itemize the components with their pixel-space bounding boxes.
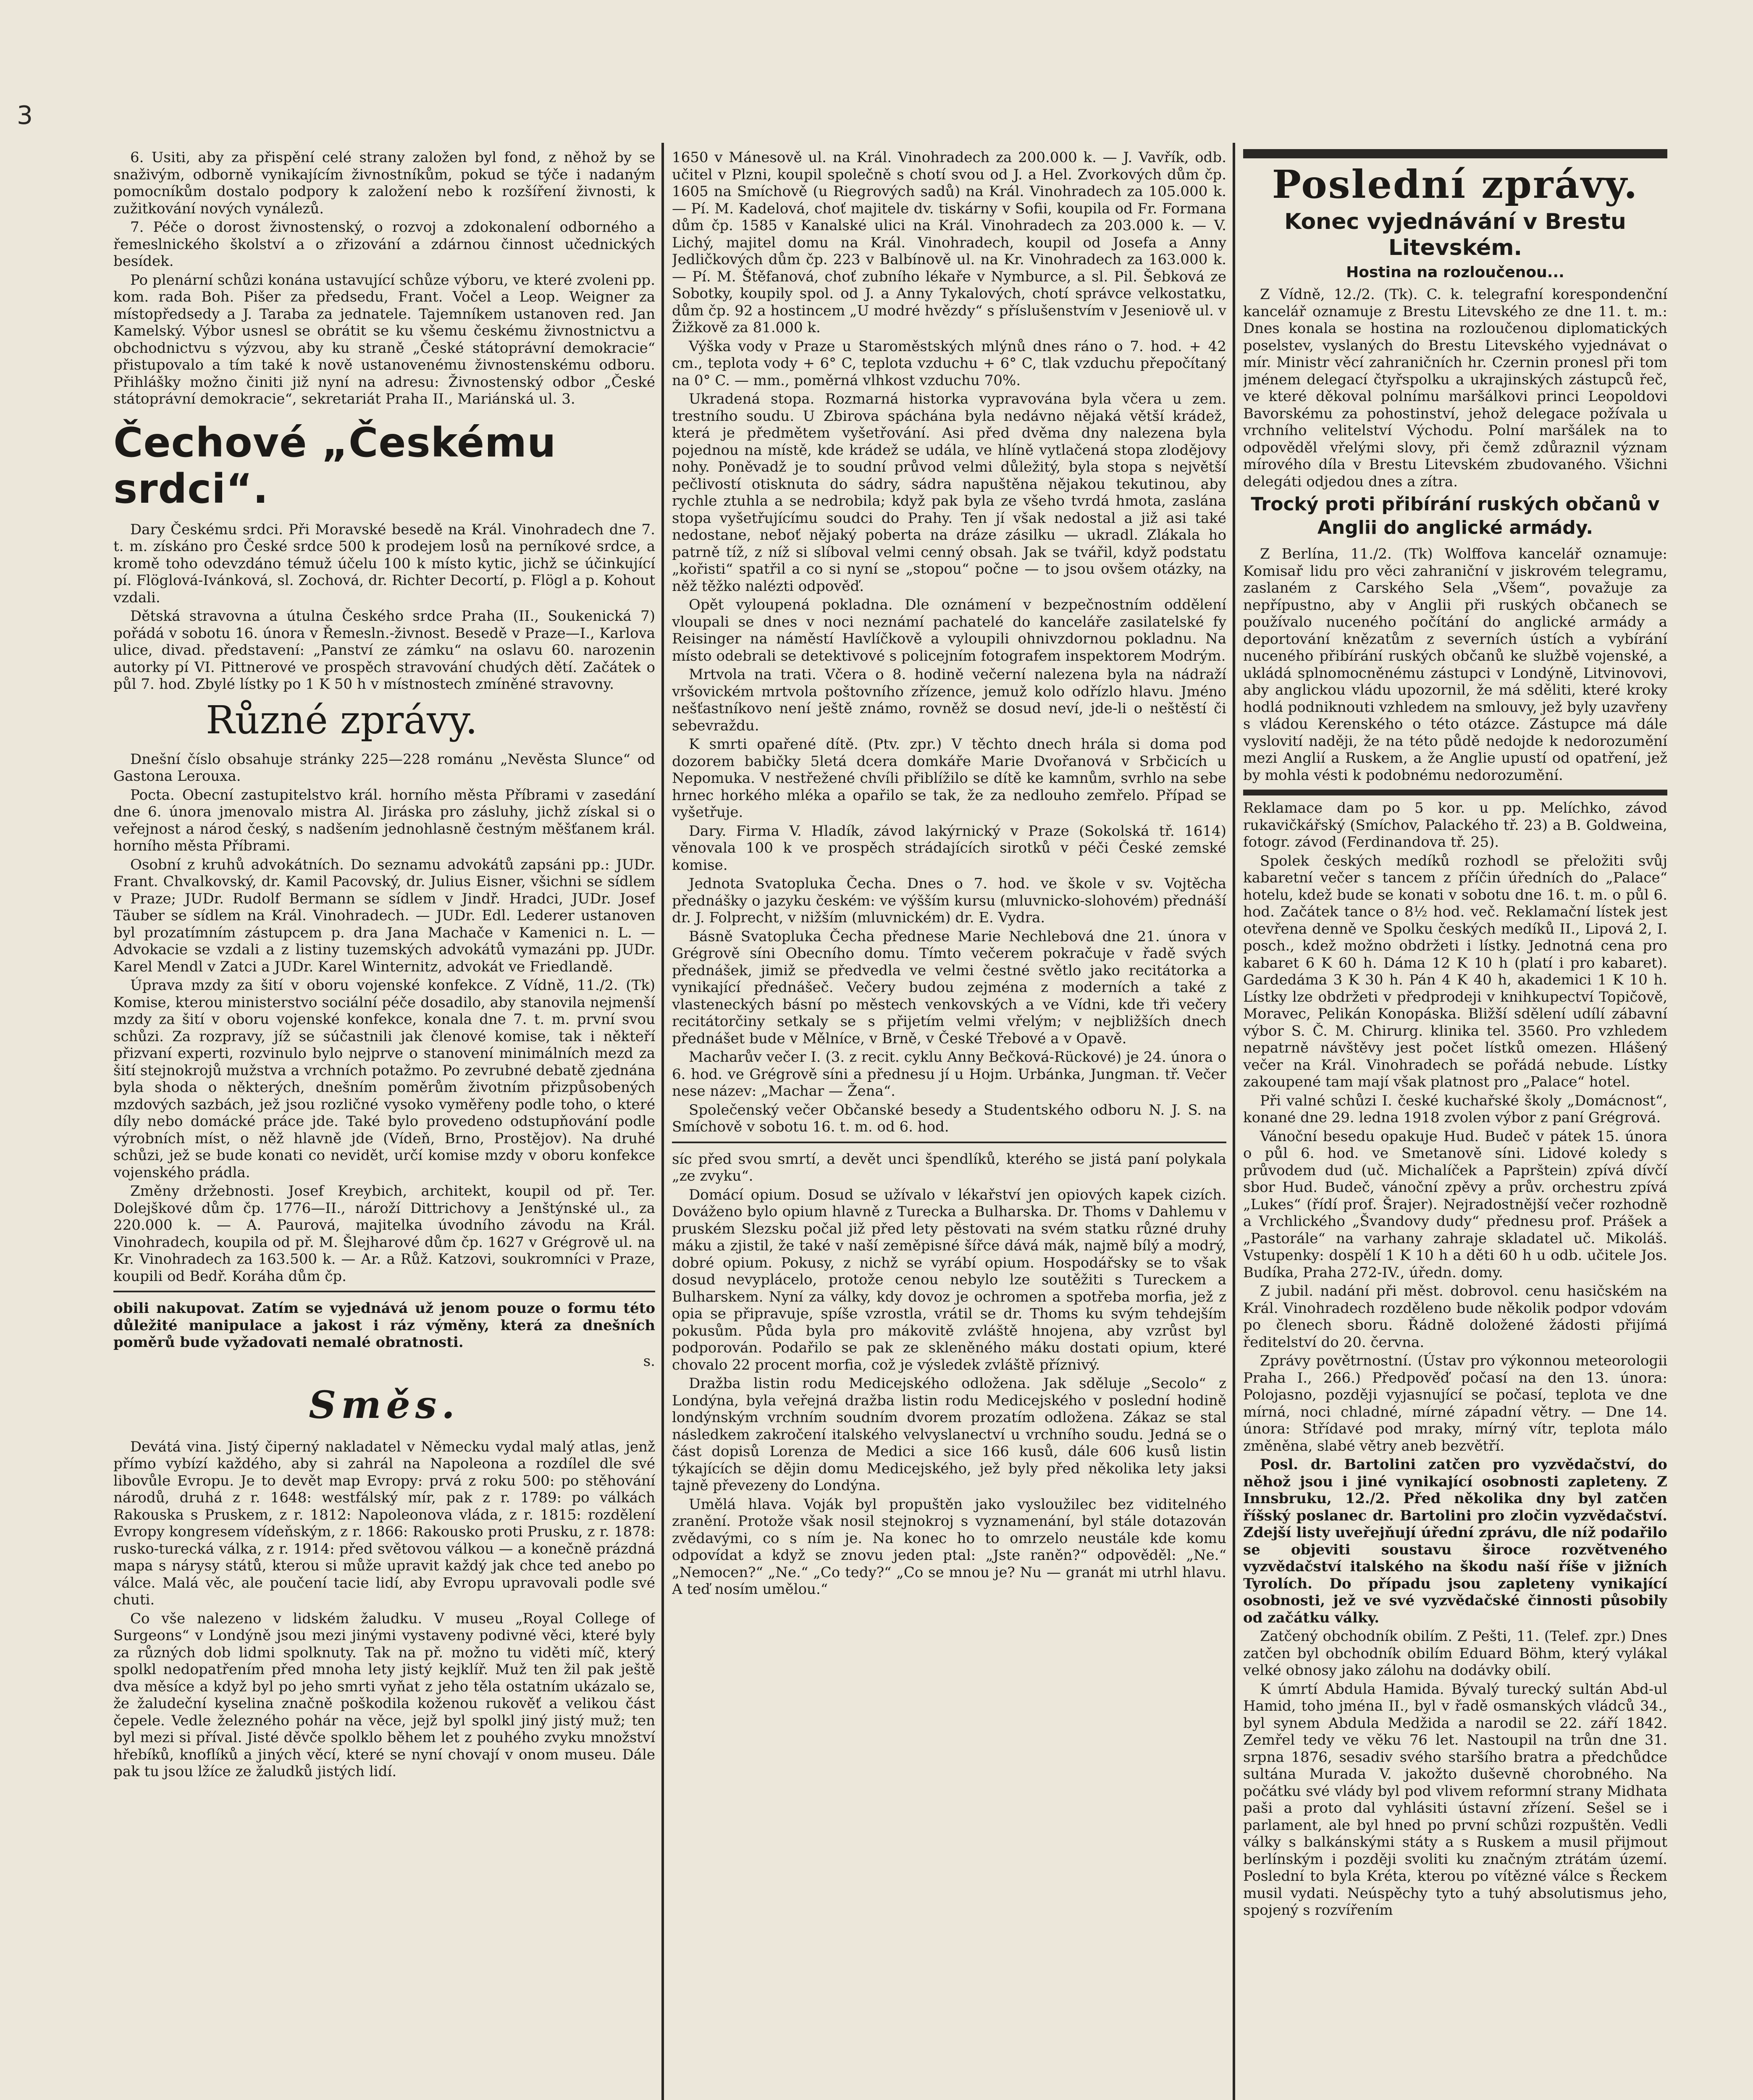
article-paragraph: 7. Péče o dorost živnostenský, o rozvoj a zdokonalení odborného a řemeslnického školství a o zřizování a zdárnou činnost učednických besídek.	[113, 219, 655, 270]
section-rule	[672, 1142, 1226, 1143]
article-paragraph: Domácí opium. Dosud se užívalo v lékařství jen opiových kapek cizích. Dováženo bylo opium hlavně z Turecka a Bulharska. Dr. Thoms v Dahlemu v pruském Slezsku počal již před lety pěstovati na svém statku různé druhy máku a zjistil, že také v naší zeměpisné šířce dává mák, najmě bílý a modrý, dobré opium. Pokusy, z nichž se vyrábí opium. Hospodářsky se to však dosud nevyplácelo, protože cenou nebylo lze soutěžiti s Tureckem a Bulharskem. Nyní za války, kdy dovoz je ochromen a spotřeba morfia, jež z opia se připravuje, spíše vzrostla, vrátil se dr. Thoms ku svým tehdejším pokusům. Půda byla pro mákovitě zvláště hnojena, aby vzrůst byl podporován. Podařilo se pak ze skleněného máku dostati opium, které chovalo 22 procent morfia, což je výsledek zvláště příznivý.	[672, 1186, 1226, 1373]
article-paragraph: Posl. dr. Bartolini zatčen pro vyzvědačství, do něhož jsou i jiné vynikající osobnosti zapleteny. Z Innsbruku, 12./2. Před několika dny byl zatčen říšský poslanec dr. Bartolini pro zločin vyzvědačství. Zdejší listy uveřejňují úřední zprávu, dle níž podařilo se objeviti soustavu široce rozvětveného vyzvědačství italského na škodu naší říše v jižních Tyrolích. Do případu jsou zapleteny vynikající osobnosti, jež ve své vyzvědačské činnosti působily od začátku války.	[1243, 1456, 1667, 1626]
article-paragraph: Zatčený obchodník obilím. Z Pešti, 11. (Telef. zpr.) Dnes zatčen byl obchodník obilím Eduard Böhm, který vylákal velké obnosy jako zálohu na dodávky obilí.	[1243, 1628, 1667, 1679]
article-paragraph: Jednota Svatopluka Čecha. Dnes o 7. hod. ve škole v sv. Vojtěcha přednášky o jazyku českém: ve výšším kursu (mluvnicko-slohovém) přednáší dr. J. Folprecht, v nižším (mluvnickém) dr. E. Vydra.	[672, 875, 1226, 926]
article-paragraph: Společenský večer Občanské besedy a Studentského odboru N. J. S. na Smíchově v sobotu 16. t. m. od 6. hod.	[672, 1101, 1226, 1135]
article-paragraph: Dětská stravovna a útulna Českého srdce Praha (II., Soukenická 7) pořádá v sobotu 16. února v Řemesln.-živnost. Besedě v Praze—I., Karlova ulice, divad. představení: „Panství ze zámku“ na oslavu 60. narozenin autorky pí VI. Pittnerové ve prospěch stravování chudých dětí. Začátek o půl 7. hod. Zbylé lístky po 1 K 50 h v místnostech zmíněné stravovny.	[113, 608, 655, 693]
headline-trocky: Trocký proti přibírání ruských občanů v Anglii do anglické armády.	[1251, 494, 1660, 538]
section-heading-smes: Směs.	[309, 1382, 460, 1427]
section-heading-cechove: Čechové „Českému srdci“.	[113, 419, 556, 512]
article-paragraph: K úmrtí Abdula Hamida. Bývalý turecký sultán Abd-ul Hamid, toho jména II., byl v řadě osmanských vládců 34., byl synem Abdula Medžida a narodil se 22. září 1842. Zemřel tedy ve věku 76 let. Nastoupil na trůn dne 31. srpna 1876, sesadiv svého staršího bratra a předchůdce sultána Murada V. jakožto duševně chorobného. Na počátku své vlády byl pod vlivem reformní strany Midhata paši a proto dal vyhlásiti ústavní zřízení. Sešel se i parlament, ale byl hned po první schůzi rozpuštěn. Vedli války s balkánskými státy a s Ruskem a musil přijmout berlínským i později svoliti ku značným ztrátám území. Poslední to byla Kréta, kterou po vítězné válce s Řeckem musil vydati. Neúspěchy tyto a tuhý absolutismus jeho, spojený s rozvířením	[1243, 1680, 1667, 1919]
article-paragraph: Z jubil. nadání při měst. dobrovol. cenu hasičském na Král. Vinohradech rozděleno bude několik podpor vdovám po členech sboru. Řádně doložené žádosti přijímá ředitelství do 20. června.	[1243, 1283, 1667, 1351]
article-paragraph: Opět vyloupená pokladna. Dle oznámení v bezpečnostním oddělení vloupali se dnes v noci neznámí pachatelé do kanceláře zasilatelské fy Reisinger na náměstí Havlíčkově a vyloupili ohnivzdornou pokladnu. Na místo odebrali se detektivové s policejním fotografem inspektorem Modrým.	[672, 596, 1226, 664]
article-paragraph: Dnešní číslo obsahuje stránky 225—228 románu „Nevěsta Slunce“ od Gastona Lerouxa.	[113, 751, 655, 785]
article-paragraph: Macharův večer I. (3. z recit. cyklu Anny Bečková-Rückové) je 24. února o 6. hod. ve Grégrově síni a přednesu jí u Hojm. Urbánka, Jungman. tř. Večer nese název: „Machar — Žena“.	[672, 1049, 1226, 1100]
article-paragraph: Devátá vina. Jistý čiperný nakladatel v Německu vydal malý atlas, jenž přímo vybízí každého, aby si zahrál na Napoleona a rozdílel dle své libovůle Evropu. Je to devět map Evropy: prvá z roku 500: po stěhování národů, druhá z r. 1648: westfálský mír, pak z r. 1789: po válkách Rakouska s Pruskem, z r. 1812: Napoleonova vláda, z r. 1815: rozdělení Evropy kongresem vídeňským, z r. 1866: Rakousko proti Prusku, z r. 1878: rusko-turecká válka, z r. 1914: před světovou válkou — a konečně prázdná mapa s nárysy států, kterou si může upravit každý jak chce ted anebo po válce. Malá věc, ale poučení tacie lidí, aby Evropu upravovali podle své chuti.	[113, 1438, 655, 1608]
article-paragraph: Spolek českých medíků rozhodl se přeložiti svůj kabaretní večer s tancem z příčin úředních do „Palace“ hotelu, kdež bude se konati v sobotu dne 16. t. m. o půl 6. hod. Začátek tance o 8½ hod. več. Reklamační lístek jest otevřena denně ve Spolku českých medíků II., Lipová 2, I. posch., kdež možno obdržeti i lístky. Jednotná cena pro kabaret 6 K 60 h. Dáma 12 K 10 h (platí i pro kabaret). Gardedáma 3 K 30 h. Pán 4 K 40 h, akademici 1 K 10 h. Lístky lze obdržeti v předprodeji v knihkupectví Topičově, Moravec, Pelikán Konopáska. Bližší sdělení udílí zábavní výbor S. Č. M. Chirurg. klinika tel. 3560. Pro vzhledem nepatrně návštěvy jest počet lístků omezen. Hlášený večer na Král. Vinohradech se pořádá nebude. Lístky zakoupené tam mají však platnost pro „Palace“ hotel.	[1243, 852, 1667, 1090]
article-signature: s.	[643, 1352, 655, 1370]
column-1	[113, 149, 655, 2100]
article-paragraph: Pocta. Obecní zastupitelstvo král. horního města Příbrami v zasedání dne 6. února jmenovalo mistra Al. Jiráska pro zásluhy, jichž získal si o veřejnost a národ český, s nadšením jednohlasně čestným měšťanem král. horního města Příbrami.	[113, 786, 655, 854]
article-paragraph: Reklamace dam po 5 kor. u pp. Melíchko, závod rukavičkářský (Smíchov, Palackého tř. 23) a B. Goldweina, fotogr. závod (Ferdinandova tř. 25).	[1243, 800, 1667, 850]
page-number: 3	[17, 101, 33, 130]
column-divider-2	[1233, 143, 1235, 2100]
article-paragraph: Co vše nalezeno v lidském žaludku. V museu „Royal College of Surgeons“ v Londýně jsou mezi jinými vystaveny podivné věci, které byly za různých dob lidmi spolknuty. Tak na př. možno tu viděti míč, který spolkl nedopatřením před mnoha lety jistý kejklíř. Muž ten žil pak ještě dva měsíce a když byl po jeho smrti vyňat z jeho těla ostatním ukázalo se, že žaludeční kyselina značně poškodila koženou rukověť a velikou část čepele. Vedle železného pohár na věce, jejž byl spolkl jiný jistý muž; ten byl mezi si příval. Jisté děvče spolklo během let z pouhého zvyku množství hřebíků, knoflíků a jiných věcí, které se nyní chovají v onom museu. Dále pak tu jsou lžíce ze žaludků jistých lidí.	[113, 1610, 655, 1780]
article-paragraph: 1650 v Mánesově ul. na Král. Vinohradech za 200.000 k. — J. Vavřík, odb. učitel v Plzni, koupil společně s chotí svou od J. a Hel. Zvorkových dům čp. 1605 na Smíchově (u Riegrových sadů) na Král. Vinohradech za 105.000 k. — Pí. M. Kadelová, choť majitele dv. tiskárny v Sofii, koupila od Fr. Formana dům čp. 1585 v Kanalské ulici na Král. Vinohradech za 203.000 k. — V. Lichý, majitel domu na Král. Vinohradech, koupil od Josefa a Anny Jedličkových dům čp. 223 v Balbínově ul. na Kr. Vinohradech za 163.000 k. — Pí. M. Štěfanová, choť zubního lékaře v Nymburce, a sl. Pil. Šebková ze Sobotky, koupily spol. od J. a Anny Tykalových, chotí správce velkostatku, dům čp. 92 a hostincem „U modré hvězdy“ s příslušenstvím v Jeseniově ul. v Žižkově za 81.000 k.	[672, 149, 1226, 336]
column-3	[1243, 149, 1667, 2100]
article-paragraph: Úprava mzdy za šití v oboru vojenské konfekce. Z Vídně, 11./2. (Tk) Komise, kterou ministerstvo sociální péče dosadilo, aby stanovila nejmenší mzdy za šití v oboru vojenské konfekce, konala dne 7. t. m. první svou schůzi. Za rozpravy, jíž se súčastnili jak členové komise, tak i někteří přizvaní experti, rozvinulo bylo nejprve o stanovení minimálních mezd za šití stejnokrojů mužstva a vrchních potažmo. Po zevrubné debatě zjednána byla shoda o některých, dnešním poměrům životním přizpůsobených mzdových sazbách, jež jsou rozličné vysoko vyměřeny podle toho, o které díly nebo domácké práce jde. Také bylo provedeno odstupňování podle výrobních míst, o něž hlavně jde (Vídeň, Brno, Prostějov). Na druhé schůzi, jež se bude konati co nevidět, určí komise mzdy v oboru konfekce vojenského prádla.	[113, 977, 655, 1181]
article-paragraph: Ukradená stopa. Rozmarná historka vypravována byla včera u zem. trestního soudu. U Zbirova spáchána byla nedávno nějaká větší krádež, která je předmětem vyšetřování. Asi před dvěma dny nalezena byla pojednou na místě, kde krádež se udála, ve hlíně vytlačená stopa zlodějovy nohy. Poněvadž je to soudní průvod velmi důležitý, byla stopa s největší pečlivostí otisknuta do sádry, sádra napuštěna nějakou tekutinou, aby rychle ztuhla a se nedrobila; když pak byla ze všeho tvrdá hmota, zaslána stopa vyšetřujícímu soudci do Prahy. Ten jí však nedostal a již asi také nedostane, neboť nějaký poberta na dráze zásilku — ukradl. Zlákala ho patrně tíž, z níž si slíboval velmi cenný obsah. Jak se tvářil, když podstatu „kořisti“ spatřil a co si nyní se „stopou“ počne — to jsou ovšem otázky, na něž těžko nalézti odpověď.	[672, 391, 1226, 595]
article-paragraph: Vánoční besedu opakuje Hud. Budeč v pátek 15. února o půl 6. hod. ve Smetanově síni. Lidové koledy s průvodem dud (uč. Michalíček a Paprštein) zpívá dívčí sbor Hud. Budeč, vánoční zpěvy a prův. orchestru zpívá „Lukes“ (řídí prof. Šrajer). Nejradostnější večer rozhodně a Vrchlického „Švandovy dudy“ přednesu prof. Prášek a „Pastorále“ na varhany zahraje skladatel uč. Mikoláš. Vstupenky: dospělí 1 K 10 h a děti 60 h u odb. učitele Jos. Budíka, Praha 272-IV., úředn. domy.	[1243, 1128, 1667, 1281]
headline-brest: Konec vyjednávání v Brestu Litevském.	[1284, 209, 1626, 260]
article-paragraph: Z Vídně, 12./2. (Tk). C. k. telegrafní korespondenční kancelář oznamuje z Brestu Litevského ze dne 11. t. m.: Dnes konala se hostina na rozloučenou diplomatických poselstev, vyslaných do Brestu Litevského vyjednávat o mír. Ministr věcí zahraničních hr. Czernin pronesl při tom jménem delegací čtyřspolku a ukrajinských zástupců řeč, ve které děkoval polnímu maršálkovi princi Leopoldovi Bavorskému za pohostinství, jehož delegace požívala u vrchního velitelství Východu. Polní maršálek na to odpověděl vřelými slovy, při čemž zdůraznil význam mírového díla v Brestu Litevském zbudovaného. Všichni delegáti odjedou dnes a zítra.	[1243, 286, 1667, 490]
article-paragraph: Dary Českému srdci. Při Moravské besedě na Král. Vinohradech dne 7. t. m. získáno pro České srdce 500 k prodejem losů na perníkové srdce, a kromě toho odevzdáno témuž účelu 100 k místo kytic, jichž se účinkující pí. Flöglová-Ivánková, sl. Zochová, dr. Richter Decortí, p. Flögl a p. Kohout vzdali.	[113, 521, 655, 606]
article-paragraph: Osobní z kruhů advokátních. Do seznamu advokátů zapsáni pp.: JUDr. Frant. Chvalkovský, dr. Kamil Pacovský, dr. Julius Eisner, všichni se sídlem v Praze; JUDr. Rudolf Bermann se sídlem v Jindř. Hradci, JUDr. Josef Täuber se sídlem na Král. Vinohradech. — JUDr. Edl. Lederer ustanoven byl prozatímním zástupcem p. dra Jana Machače v Kamenici n. L. — Advokacie se vzdali a z listiny tuzemských advokátů vymazáni pp. JUDr. Karel Mendl v Zatci a JUDr. Karel Winternitz, advokát ve Friedlandě.	[113, 856, 655, 975]
article-paragraph: Při valné schůzi I. české kuchařské školy „Domácnost“, konané dne 29. ledna 1918 zvolen výbor z paní Grégrová.	[1243, 1092, 1667, 1126]
article-paragraph: Po plenární schůzi konána ustavující schůze výboru, ve které zvoleni pp. kom. rada Boh. Pišer za předsedu, Frant. Vočel a Leop. Weigner za místopředsedy a J. Taraba za jednatele. Tajemníkem ustanoven red. Jan Kamelský. Výbor usnesl se obrátit se ku všemu českému živnostnictvu a obchodnictvu s výzvou, aby ku straně „České státoprávní demokracie“ přistupovalo a tím také k nově ustanovenému živnostenskému odboru. Přihlášky možno činiti již nyní na adresu: Živnostenský odbor „České státoprávní demokracie“, sekretariát Praha II., Mariánská ul. 3.	[113, 271, 655, 407]
article-paragraph: Básně Svatopluka Čecha přednese Marie Nechlebová dne 21. února v Grégrově síni Obecního domu. Tímto večerem pokračuje v řadě svých přednášek, jimiž se předvedla ve velmi čestné světlo jako recitátorka a vynikající přednášeč. Večery budou zejména z moderních a také z vlasteneckých básní po městech venkovských a ve Vídni, kde tři večery recitátorčiny setkaly se s přijetím velmi vřelým; v nejbližších dnech přednášet bude v Mělníce, v Brně, v České Třebové a v Opavě.	[672, 928, 1226, 1047]
column-2	[672, 149, 1226, 2100]
article-paragraph: Dražba listin rodu Medicejského odložena. Jak sděluje „Secolo“ z Londýna, byla veřejná dražba listin rodu Medicejského v poslední hodině londýnským vrchním soudním dvorem prozatím odložena. Zákaz se stal následkem zakročení italského velvyslanectví u vrchního soudu. Jedná se o část dopisů Lorenza de Medici a sice 166 kusů, dále 606 kusů listin týkajících se dějin domu Medicejského, jež byly před několika lety jaksi tajně převezeny do Londýna.	[672, 1375, 1226, 1494]
article-paragraph: Zprávy povětrnostní. (Ústav pro výkonnou meteorologii Praha I., 266.) Předpověď počasí na den 13. února: Polojasno, později vyjasnující se počasí, teplota ve dne mírná, noci chladné, mírné západní větry. — Dne 14. února: Střídavé pod mraky, mírný vítr, teplota málo změněna, slabé větry aneb bezvětří.	[1243, 1352, 1667, 1454]
masthead-posledni-zpravy: Poslední zprávy.	[1272, 162, 1639, 207]
article-paragraph: Z Berlína, 11./2. (Tk) Wolffova kancelář oznamuje: Komisař lidu pro věci zahraniční v jiskrovém telegramu, zaslaném z Carského Sela „Všem“, považuje za nepřípustno, aby v Anglii při ruských občanech se používalo nuceného počítání do anglické armády a deportování knězatům z severních ústích a vybírání nuceného přibírání ruských občanů ke službě vojenské, a ukládá splnomocněnému zástupci v Londýně, Litvinovovi, aby anglickou vládu upozornil, že má sděliti, které kroky hodlá podniknouti vzhledem na smlouvy, jež byly uzavřeny s vládou Kerenského o této otázce. Zástupce má dále vyslovití naději, že na této půdě nedojde k nedorozumění mezi Anglií a Ruskem, a že Anglie upustí od opatření, jež by mohla vésti k podobnému nedorozumění.	[1243, 546, 1667, 784]
section-rule-thick	[1243, 790, 1667, 795]
article-paragraph: Umělá hlava. Voják byl propuštěn jako vysloužilec bez viditelného zranění. Protože však nosil stejnokroj s vyznamenání, byl stále dotazován zvědavými, co s ním je. Na konec ho to omrzelo neustále kde komu odpovídat a když se znovu jeden ptal: „Jste raněn?“ odpověděl: „Ne.“ „Nemocen?“ „Ne.“ „Co tedy?“ „Co se mnou je? Nu — granát mi utrhl hlavu. A teď nosím umělou.“	[672, 1496, 1226, 1598]
masthead-rule-top	[1243, 149, 1667, 158]
article-paragraph: Výška vody v Praze u Staroměstských mlýnů dnes ráno o 7. hod. + 42 cm., teplota vody + 6° C, teplota vzduchu + 6° C, tlak vzduchu přepočítaný na 0° C. — mm., poměrná vlhkost vzduchu 70%.	[672, 338, 1226, 389]
article-paragraph: 6. Usiti, aby za přispění celé strany založen byl fond, z něhož by se snaživým, odborně vynikajícím živnostníkům, pokud se týče i nadaným pomocníkům dostalo podpory k založení nebo k rozšíření živnosti, k zužitkování nových vynálezů.	[113, 149, 655, 217]
article-paragraph: Dary. Firma V. Hladík, závod lakýrnický v Praze (Sokolská tř. 1614) věnovala 100 k ve prospěch strádajících sirotků v péči České zemské komise.	[672, 822, 1226, 874]
article-paragraph: Změny držebnosti. Josef Kreybich, architekt, koupil od př. Ter. Dolejškové dům čp. 1776—II., nároží Dittrichovy a Jenštýnské ul., za 220.000 k. — A. Paurová, majitelka úvodního závodu na Král. Vinohradech, koupila od př. M. Šlejharové dům čp. 1627 v Grégrově ul. na Kr. Vinohradech za 163.500 k. — Ar. a Růž. Katzovi, soukromníci v Praze, koupili od Bedř. Koráha dům čp.	[113, 1183, 655, 1285]
section-heading-ruzne-zpravy: Různé zprávy.	[206, 697, 478, 743]
column-divider-1	[661, 143, 664, 2100]
article-paragraph: Mrtvola na trati. Včera o 8. hodině večerní nalezena byla na nádraží vršovickém mrtvola poštovního zřízence, jemuž kolo odřízlo hlavu. Jméno nešťastníkovo není ještě známo, rovněž se dosud neví, jde-li o neštěstí či sebevraždu.	[672, 666, 1226, 734]
article-paragraph: K smrti opařené dítě. (Ptv. zpr.) V těchto dnech hrála si doma pod dozorem babičky 5letá dcera domkáře Marie Dvořanová v Srbčicích u Nepomuka. V nestřežené chvíli přiblížilo se dítě ke kamnům, svrhlo na sebe hrnec horkého mléka a opařilo se tak, že za nedlouho zemřelo. Případ se vyšetřuje.	[672, 736, 1226, 821]
section-rule	[113, 1291, 655, 1292]
subheadline-hostina: Hostina na rozloučenou...	[1346, 264, 1564, 281]
article-paragraph: obili nakupovat. Zatím se vyjednává už jenom pouze o formu této důležité manipulace a jakost i ráz výměny, která za dnešních poměrů bude vyžadovati nemalé obratnosti.	[113, 1300, 655, 1351]
article-paragraph: síc před svou smrtí, a devět unci špendlíků, kterého se jistá paní polykala „ze zvyku“.	[672, 1150, 1226, 1184]
